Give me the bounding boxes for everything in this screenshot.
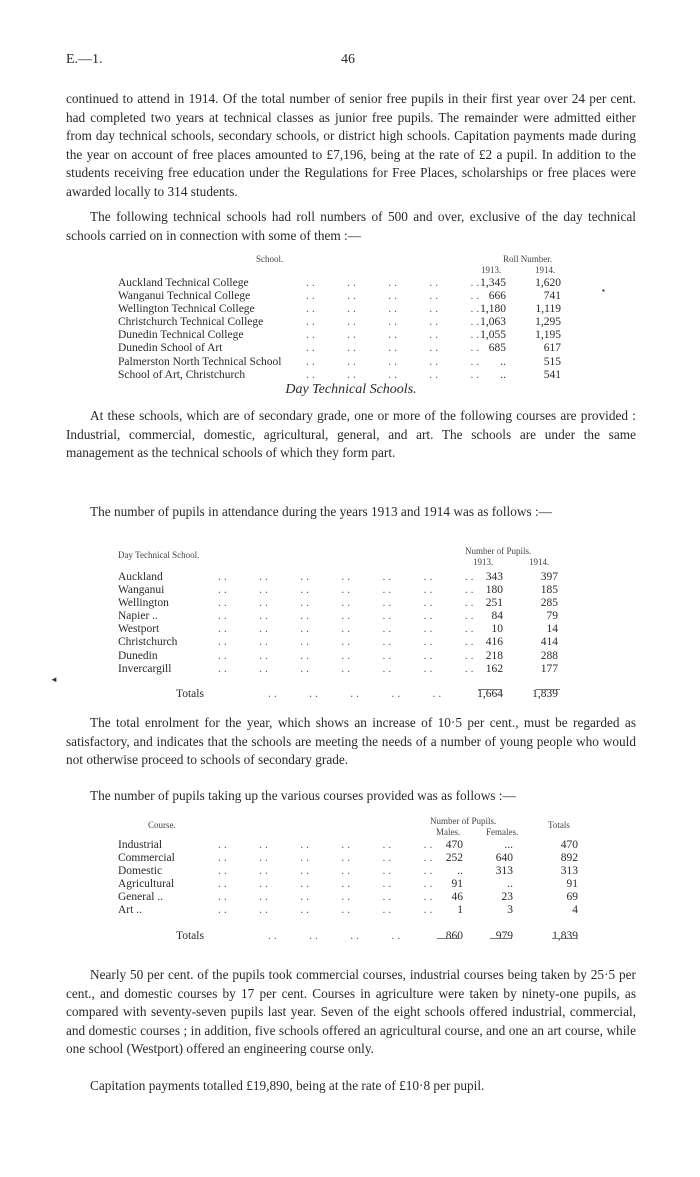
table2-value-1913: 162 — [485, 662, 503, 675]
table2-value-1914: 177 — [540, 662, 558, 675]
paragraph-8: Capitation payments totalled £19,890, being at the rate of £10·8 per pupil. — [90, 1078, 485, 1093]
table3-course-name: Domestic — [118, 865, 163, 878]
table2-value-1913: 343 — [485, 571, 503, 583]
table3-value-males: 46 — [451, 891, 463, 904]
table3-col-group: Number of Pupils. — [430, 816, 497, 826]
report-reference: E.—1. — [66, 52, 103, 67]
table2-value-1913: 180 — [485, 584, 503, 597]
table3-value-females: 3 — [507, 904, 513, 917]
table1-value-1914: 617 — [543, 342, 561, 355]
table2-school-name: Westport — [118, 623, 160, 636]
leader-dots: .. .. .. .. .. — [306, 277, 483, 289]
table3-course-name: Art .. — [118, 904, 142, 917]
table2-school-name: Invercargill — [118, 662, 172, 675]
table3-value-females: ... — [504, 839, 513, 851]
document-page: E.—1. 46 continued to attend in 1914. Of the total number of senior free pupils in their first year over 24 per cent. had completed two years at technical classes as junior free pupils. The remainder were admitted either from day technical schools, secondary schools, or district high schools. Capitation payments made during the year on account of free places amounted to £7,196, being at the rate of £2 a pupil. In addition to the students receiving free education under the Regulations for Free Places, scholarships or free places were awarded locally to 314 students. The following technical schools had roll numbers of 500 and over, exclusive of the day technical schools carried on in connection with some of them :— School. Roll Number. 1913. 1914. Auckland Technical College .. .. .. .. .. 1,345 1,620 Wanganui Technical College .. .. .. .. .. 666 741 Wellington Technical College .. .. .. .. .. 1,180 1,119 Christchurch Technical College .. .. .. .. .. 1,063 1,295 Dunedin Technical College .. .. .. .. .. 1,055 1,195 Dunedin School of Art .. .. .. .. .. 685 617 Palmerston North Technical School .. .. .. .. .. .. 515 School of Art, Christchurch .. .. .. .. .. .. 541 Day Technical Schools. At these schools, which are of secondary grade, one or more of the following courses are provided : Industrial, commercial, domestic, agricultural, general, and art. The schools are under the same management as the technical schools of which they form part. The number of pupils in attendance during the years 1913 and 1914 was as follows :— Day Technical School. Number of Pupils. 1913. 1914. Auckland .. .. .. .. .. .. .. 343 397 Wanganui .. .. .. .. .. .. .. 180 185 Wellington .. .. .. .. .. .. .. 251 285 Napier .. .. .. .. .. .. .. .. 84 79 Westport .. .. .. .. .. .. .. 10 14 Christchurch .. .. .. .. .. .. .. 416 414 Dunedin .. .. .. .. .. .. .. 218 288 Invercargill .. .. .. .. .. .. .. 162 177 Totals .. .. .. .. .. 1,664 1,839 ◄ The total enrolment for the year, which shows an increase of 10·5 per cent., must be regarded as satisfactory, and indicates that the schools are meeting the needs of a number of young people who would not otherwise proceed to schools of secondary grade. The number of pupils taking up the various courses provided was as follows :— Course. Number of Pupils. Totals Males. Females. Industrial .. .. .. .. .. .. 470 ... 470 Commercial .. .. .. .. .. .. 252 640 892 Domestic .. .. .. .. .. .. .. 313 313 Agricultural .. .. .. .. .. .. 91 .. 91 General .. .. .. .. .. .. .. 46 23 69 Art .. .. .. .. .. .. .. 1 3 4 Totals .. .. .. .. 860 979 1,839 Nearly 50 per cent. of the pupils took commercial courses, industrial courses being taken by 25·5 per cent., and domestic courses by 17 per cent. Courses in agriculture were taken by ninety-one pupils, as compared with seventy-seven pupils last year. Seven of the eight schools offered industrial, commercial, and domestic courses ; in addition, five schools offered an agricultural course, and one an art course, while one school (Westport) offered an engineering course only. Capitation payments totalled £19,890, being at the rate of £10·8 per pupil. ▪ — [0, 0, 700, 1177]
table1-school-name: Palmerston North Technical School — [118, 355, 282, 368]
table3-value-total: 69 — [566, 891, 578, 904]
section-heading: Day Technical Schools. — [285, 382, 417, 397]
table1-value-1913: 1,345 — [480, 277, 506, 289]
table2-value-1914: 79 — [546, 610, 558, 623]
table3-value-total: 4 — [572, 904, 578, 917]
leader-dots: .. .. .. .. .. .. — [218, 878, 436, 891]
table1-value-1914: 515 — [543, 355, 561, 368]
table3-value-males: 1 — [457, 904, 463, 917]
leader-dots: .. .. .. .. .. .. .. — [218, 636, 477, 649]
table2-school-name: Wanganui — [118, 584, 165, 597]
table1-value-1914: 1,620 — [535, 277, 561, 289]
table2-value-1914: 288 — [540, 649, 558, 662]
table2-col-school: Day Technical School. — [118, 550, 200, 560]
table1-school-name: School of Art, Christchurch — [118, 368, 246, 381]
table2-col-group: Number of Pupils. — [465, 546, 532, 556]
leader-dots: .. .. .. .. .. .. — [218, 904, 436, 917]
table2-col-1913: 1913. — [473, 557, 494, 567]
table3-course-name: Agricultural — [118, 878, 175, 891]
table3-sum-rule-males — [437, 938, 459, 939]
table3-value-total: 313 — [560, 865, 578, 878]
table2-school-name: Dunedin — [118, 649, 158, 662]
table2-value-1914: 397 — [540, 571, 558, 583]
table2-school-name: Napier .. — [118, 610, 158, 623]
margin-mark: ◄ — [50, 675, 58, 684]
table2-col-1914: 1914. — [529, 557, 550, 567]
table1-value-1914: 541 — [543, 368, 561, 381]
table3-col-females: Females. — [486, 827, 519, 837]
table2-value-1914: 414 — [540, 636, 558, 649]
leader-dots: .. .. .. .. .. — [306, 355, 483, 368]
table1-col-1914: 1914. — [535, 265, 556, 275]
table3-col-course: Course. — [148, 820, 176, 830]
table2-value-1913: 10 — [491, 623, 503, 636]
page-header — [66, 52, 636, 72]
table3-total-females: 979 — [495, 929, 513, 942]
table2-sum-rule-1913 — [478, 689, 502, 690]
table3-value-total: 91 — [566, 878, 578, 891]
table1-value-1913: .. — [500, 355, 506, 368]
leader-dots: .. .. .. .. .. .. .. — [218, 662, 477, 675]
table3-value-females: 313 — [495, 865, 513, 878]
table1-school-name: Wanganui Technical College — [118, 290, 251, 303]
table2-value-1913: 218 — [485, 649, 503, 662]
paragraph-2: The following technical schools had roll numbers of 500 and over, exclusive of the day technical schools carried on in connection with some of them :— — [66, 209, 636, 243]
leader-dots: .. .. .. .. .. — [306, 342, 483, 355]
stray-mark: ▪ — [602, 286, 605, 295]
table2-value-1914: 185 — [540, 584, 558, 597]
table3-total-all: 1,839 — [552, 929, 578, 942]
leader-dots: .. .. .. .. .. — [306, 368, 483, 381]
leader-dots: .. .. .. .. .. — [306, 290, 483, 303]
table2-sum-rule-1914 — [536, 689, 560, 690]
leader-dots: .. .. .. .. .. — [306, 303, 483, 316]
table2-total-1913: 1,664 — [477, 687, 503, 700]
table1-value-1913: 685 — [488, 342, 506, 355]
table3-value-females: .. — [507, 878, 513, 891]
leader-dots: .. .. .. .. .. .. — [218, 865, 436, 878]
table2-school-name: Wellington — [118, 597, 169, 610]
table3-value-males: 470 — [445, 839, 463, 851]
table2-value-1913: 84 — [491, 610, 503, 623]
page-number: 46 — [341, 52, 355, 67]
table3-sum-rule-females — [490, 938, 512, 939]
table1-col-group: Roll Number. — [503, 254, 552, 264]
table1-school-name: Dunedin Technical College — [118, 329, 244, 342]
paragraph-1: continued to attend in 1914. Of the total number of senior free pupils in their first year over 24 per cent. had completed two years at technical classes as junior free pupils. The remainder were admitted either from day technical schools, secondary schools, or district high schools. Capitation payments made during the year on account of free places amounted to £7,196, being at the rate of £2 a pupil. In addition to the students receiving free education under the Regulations for Free Places, scholarships or free places were awarded locally to 314 students. — [66, 91, 636, 199]
table3-sum-rule-totals — [552, 938, 578, 939]
table1-col-school: School. — [256, 254, 284, 264]
leader-dots: .. .. .. .. .. .. — [218, 852, 436, 865]
table1-school-name: Wellington Technical College — [118, 303, 255, 316]
leader-dots: .. .. .. .. .. .. .. — [218, 597, 477, 610]
table3-value-males: 91 — [451, 878, 463, 891]
table3-course-name: General .. — [118, 891, 164, 904]
table1-value-1914: 1,195 — [535, 329, 561, 342]
paragraph-5: The total enrolment for the year, which shows an increase of 10·5 per cent., must be regarded as satisfactory, and indicates that the schools are meeting the needs of a number of young people who would not otherwise proceed to schools of secondary grade. — [66, 715, 636, 767]
paragraph-7: Nearly 50 per cent. of the pupils took commercial courses, industrial courses being taken by 25·5 per cent., and domestic courses by 17 per cent. Courses in agriculture were taken by ninety-one pupils, as compared with seventy-seven pupils last year. Seven of the eight schools offered industrial, commercial, and domestic courses ; in addition, five schools offered an agricultural course, and one an art course, while one school (Westport) offered an engineering course only. — [66, 967, 636, 1056]
table2-school-name: Christchurch — [118, 636, 178, 649]
table2-value-1913: 416 — [485, 636, 503, 649]
table1-school-name: Auckland Technical College — [118, 277, 249, 289]
leader-dots: .. .. .. .. .. .. .. — [218, 571, 477, 583]
table1-value-1914: 741 — [543, 290, 561, 303]
table1-value-1913: 1,180 — [480, 303, 506, 316]
leader-dots: .. .. .. .. .. .. .. — [218, 584, 477, 597]
leader-dots: .. .. .. .. .. .. — [218, 891, 436, 904]
table3-col-males: Males. — [436, 827, 461, 837]
table3-value-females: 640 — [495, 852, 513, 865]
table3-course-name: Industrial — [118, 839, 163, 851]
table1-value-1913: 1,063 — [480, 316, 506, 329]
leader-dots: .. .. .. .. .. — [306, 316, 483, 329]
leader-dots: .. .. .. .. .. .. .. — [218, 649, 477, 662]
table2-value-1913: 251 — [485, 597, 503, 610]
paragraph-6: The number of pupils taking up the various courses provided was as follows :— — [90, 788, 516, 803]
table1-value-1914: 1,119 — [535, 303, 561, 316]
table3-value-males: 252 — [445, 852, 463, 865]
leader-dots: .. .. .. .. .. — [306, 329, 483, 342]
table3-course-name: Commercial — [118, 852, 175, 865]
table1-value-1913: .. — [500, 368, 506, 381]
table3-value-total: 470 — [560, 839, 578, 851]
table1-col-1913: 1913. — [481, 265, 502, 275]
paragraph-3: At these schools, which are of secondary grade, one or more of the following courses are provided : Industrial, commercial, domestic, agricultural, general, and art. The schools are under the same management as the technical schools of which they form part. — [66, 408, 636, 460]
table3-col-totals: Totals — [548, 820, 570, 830]
table1-value-1913: 1,055 — [480, 329, 506, 342]
table3-value-males: .. — [457, 865, 463, 878]
paragraph-4: The number of pupils in attendance during the years 1913 and 1914 was as follows :— — [90, 504, 552, 519]
table2-value-1914: 14 — [546, 623, 558, 636]
table2-school-name: Auckland — [118, 571, 163, 583]
table2-total-1914: 1,839 — [532, 687, 558, 700]
table1-school-name: Christchurch Technical College — [118, 316, 264, 329]
table3-value-females: 23 — [501, 891, 513, 904]
table3-totals-label: Totals — [176, 929, 204, 942]
table2-totals-label: Totals — [176, 687, 204, 700]
table3-value-total: 892 — [560, 852, 578, 865]
table1-value-1913: 666 — [488, 290, 506, 303]
leader-dots: .. .. .. .. .. .. .. — [218, 623, 477, 636]
table1-school-name: Dunedin School of Art — [118, 342, 223, 355]
table1-value-1914: 1,295 — [535, 316, 561, 329]
table2-value-1914: 285 — [540, 597, 558, 610]
leader-dots: .. .. .. .. .. .. .. — [218, 610, 477, 623]
leader-dots: .. .. .. .. .. .. — [218, 839, 436, 851]
table3-total-males: 860 — [445, 929, 463, 942]
